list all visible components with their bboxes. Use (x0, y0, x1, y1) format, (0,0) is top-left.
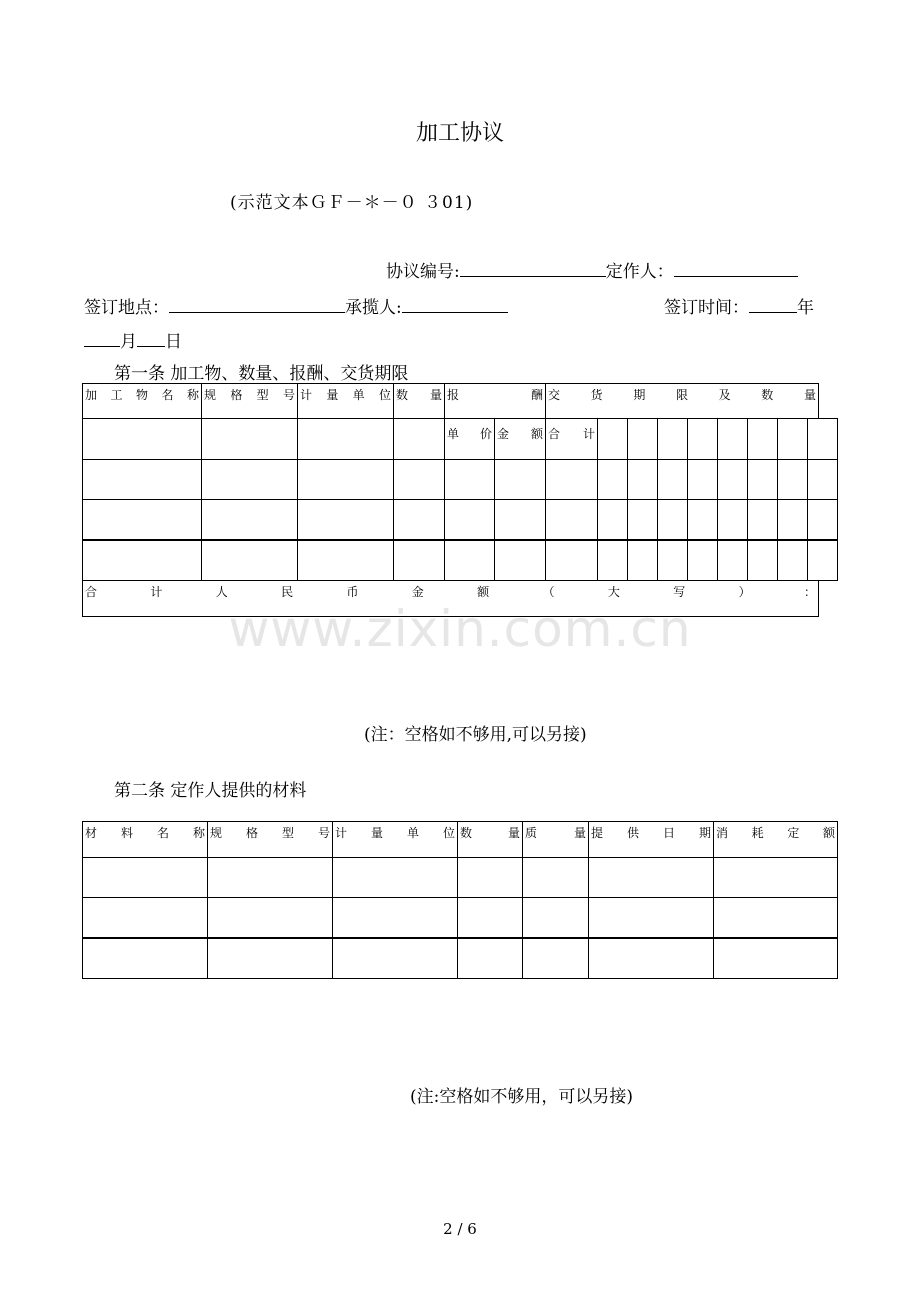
table-cell[interactable] (522, 938, 589, 979)
delivery-quantity-cell[interactable] (597, 418, 628, 460)
header-char: 加 (85, 388, 98, 402)
table-cell[interactable] (457, 938, 523, 979)
header-char: 提 (591, 826, 604, 840)
header-char: 耗 (751, 826, 764, 840)
header-char: 额 (822, 826, 835, 840)
header-char: 计 (150, 585, 163, 599)
table-cell[interactable] (201, 459, 298, 500)
header-material (82, 821, 208, 858)
table-cell[interactable] (522, 857, 589, 898)
table-cell[interactable] (297, 499, 394, 540)
header-char: 物 (135, 388, 148, 402)
delivery-quantity-cell[interactable] (687, 540, 718, 581)
contractor-label: 承揽人: (345, 298, 402, 318)
article2-note: (注:空格如不够用，可以另接) (410, 1087, 633, 1107)
delivery-quantity-cell[interactable] (807, 540, 838, 581)
maker-label: 定作人： (605, 262, 674, 282)
table-cell[interactable] (444, 540, 495, 581)
delivery-quantity-cell[interactable] (717, 540, 748, 581)
header-char: 合 (548, 427, 561, 441)
header-char: 号 (317, 826, 330, 840)
delivery-quantity-cell[interactable] (657, 540, 688, 581)
delivery-quantity-cell[interactable] (807, 459, 838, 500)
header-char: 单 (352, 388, 365, 402)
header-char: （ (542, 585, 555, 599)
sign-place-line (84, 293, 508, 318)
table-cell[interactable] (713, 857, 838, 898)
table-cell[interactable] (713, 897, 838, 938)
sign-place-blank[interactable] (169, 296, 345, 313)
delivery-quantity-cell[interactable] (597, 540, 628, 581)
delivery-quantity-cell[interactable] (687, 459, 718, 500)
delivery-quantity-cell[interactable] (747, 540, 778, 581)
header-char: 大 (607, 585, 620, 599)
page-number: 2 / 6 (443, 1220, 477, 1238)
header-char: 称 (192, 826, 205, 840)
header-char: 工 (110, 388, 123, 402)
header-char: 报 (447, 388, 460, 402)
header-char: ： (803, 585, 816, 599)
table-cell[interactable] (332, 857, 458, 898)
header-amount (494, 418, 546, 460)
delivery-quantity-cell[interactable] (657, 499, 688, 540)
delivery-quantity-cell[interactable] (777, 418, 808, 460)
header-item-name (82, 383, 202, 419)
delivery-quantity-cell[interactable] (717, 418, 748, 460)
table-cell[interactable] (82, 499, 202, 540)
delivery-quantity-cell[interactable] (747, 499, 778, 540)
unit-cell[interactable] (297, 418, 394, 460)
header-payment (444, 383, 546, 419)
delivery-quantity-cell[interactable] (627, 540, 658, 581)
header-char: 期 (698, 826, 711, 840)
header-char: 计 (335, 826, 348, 840)
header-char: 合 (85, 585, 98, 599)
table-cell[interactable] (332, 897, 458, 938)
table-cell[interactable] (297, 459, 394, 500)
table-cell[interactable] (207, 938, 333, 979)
table-cell[interactable] (332, 938, 458, 979)
table-cell[interactable] (588, 897, 714, 938)
header-char: 数 (460, 826, 473, 840)
header-char: 额 (530, 427, 543, 441)
delivery-quantity-cell[interactable] (687, 499, 718, 540)
day-blank[interactable] (137, 330, 165, 347)
table-cell[interactable] (82, 857, 208, 898)
header-char: 规 (204, 388, 217, 402)
header-char: 料 (120, 826, 133, 840)
delivery-quantity-cell[interactable] (687, 418, 718, 460)
header-char: 期 (633, 388, 646, 402)
table-cell[interactable] (545, 459, 598, 500)
table-cell[interactable] (457, 897, 523, 938)
header-char: 单 (406, 826, 419, 840)
year-blank[interactable] (749, 296, 797, 313)
header-subtotal (545, 418, 598, 460)
date-line (84, 327, 182, 352)
table-cell[interactable] (494, 540, 546, 581)
header-char: 及 (718, 388, 731, 402)
header-char: 额 (477, 585, 490, 599)
header-char: 量 (370, 826, 383, 840)
header-char: 金 (497, 427, 510, 441)
delivery-quantity-cell[interactable] (597, 459, 628, 500)
table-cell[interactable] (201, 499, 298, 540)
table-cell[interactable] (207, 897, 333, 938)
table-cell[interactable] (207, 857, 333, 898)
sign-time-line (664, 293, 814, 318)
table-cell[interactable] (82, 938, 208, 979)
delivery-quantity-cell[interactable] (597, 499, 628, 540)
header-unit-price (444, 418, 495, 460)
header-char: 称 (186, 388, 199, 402)
header-char: 量 (429, 388, 442, 402)
table-cell[interactable] (494, 459, 546, 500)
header-char: 规 (210, 826, 223, 840)
agreement-number-blank[interactable] (460, 260, 606, 277)
header-char: 民 (281, 585, 294, 599)
header-date (588, 821, 714, 858)
header-char: 型 (256, 388, 269, 402)
delivery-quantity-cell[interactable] (627, 499, 658, 540)
delivery-quantity-cell[interactable] (747, 418, 778, 460)
table-cell[interactable] (588, 938, 714, 979)
sign-place-label: 签订地点： (84, 298, 169, 318)
header-char: 限 (675, 388, 688, 402)
delivery-quantity-cell[interactable] (717, 459, 748, 500)
header-char: 金 (411, 585, 424, 599)
header-char: 位 (442, 826, 455, 840)
header-quantity (393, 383, 445, 419)
header-char: 写 (673, 585, 686, 599)
delivery-quantity-cell[interactable] (627, 418, 658, 460)
agreement-number-line (386, 257, 798, 282)
delivery-quantity-cell[interactable] (657, 418, 688, 460)
header-char: 名 (156, 826, 169, 840)
table-cell[interactable] (545, 499, 598, 540)
header-unit2 (332, 821, 458, 858)
table-cell[interactable] (393, 459, 445, 500)
agreement-number-label: 协议编号: (386, 262, 460, 282)
header-char: 量 (507, 826, 520, 840)
table-cell[interactable] (393, 540, 445, 581)
header-char: 币 (346, 585, 359, 599)
header-char: 量 (573, 826, 586, 840)
maker-blank[interactable] (674, 260, 798, 277)
contractor-blank[interactable] (402, 296, 508, 313)
table-cell[interactable] (457, 857, 523, 898)
header-char: ） (738, 585, 751, 599)
document-title: 加工协议 (415, 121, 504, 146)
table-cell[interactable] (588, 857, 714, 898)
header-char: 量 (326, 388, 339, 402)
header-char: 单 (447, 427, 460, 441)
table-cell[interactable] (201, 540, 298, 581)
table-cell[interactable] (82, 897, 208, 938)
header-char: 号 (282, 388, 295, 402)
year-label: 年 (797, 298, 814, 318)
quantity-cell[interactable] (393, 418, 445, 460)
header-char: 格 (245, 826, 258, 840)
header-char: 型 (281, 826, 294, 840)
table-cell[interactable] (82, 459, 202, 500)
header-char: 材 (85, 826, 98, 840)
header-quantity2 (457, 821, 523, 858)
spec-cell[interactable] (201, 418, 298, 460)
header-char: 交 (548, 388, 561, 402)
delivery-quantity-cell[interactable] (777, 540, 808, 581)
table-cell[interactable] (82, 540, 202, 581)
document-subtitle: (示范文本ＧＦ－＊－０ ３01) (230, 193, 474, 213)
header-char: 日 (662, 826, 675, 840)
table-cell[interactable] (393, 499, 445, 540)
header-char: 计 (300, 388, 313, 402)
header-char: 位 (378, 388, 391, 402)
item-name-cell[interactable] (82, 418, 202, 460)
table-cell[interactable] (297, 540, 394, 581)
article2-heading: 第二条 定作人提供的材料 (114, 781, 307, 801)
delivery-quantity-cell[interactable] (777, 499, 808, 540)
header-char: 货 (590, 388, 603, 402)
delivery-quantity-cell[interactable] (807, 418, 838, 460)
header-char: 量 (803, 388, 816, 402)
delivery-quantity-cell[interactable] (627, 459, 658, 500)
header-consumption (713, 821, 838, 858)
day-label: 日 (165, 332, 182, 352)
header-char: 人 (215, 585, 228, 599)
header-char: 消 (716, 826, 729, 840)
header-char: 质 (525, 826, 538, 840)
header-char: 供 (626, 826, 639, 840)
delivery-quantity-cell[interactable] (747, 459, 778, 500)
header-char: 数 (761, 388, 774, 402)
watermark: www.zixin.com.cn (228, 600, 692, 658)
header-char: 名 (161, 388, 174, 402)
header-char: 定 (787, 826, 800, 840)
header-spec (201, 383, 298, 419)
article1-note: (注：空格如不够用,可以另接) (364, 725, 587, 745)
sign-time-label: 签订时间： (664, 298, 749, 318)
table-cell[interactable] (522, 897, 589, 938)
article1-heading: 第一条 加工物、数量、报酬、交货期限 (114, 364, 409, 384)
table-cell[interactable] (444, 499, 495, 540)
header-unit (297, 383, 394, 419)
header-char: 计 (582, 427, 595, 441)
header-spec2 (207, 821, 333, 858)
header-char: 数 (396, 388, 409, 402)
month-blank[interactable] (84, 330, 120, 347)
table-cell[interactable] (713, 938, 838, 979)
delivery-quantity-cell[interactable] (807, 499, 838, 540)
header-delivery (545, 383, 819, 419)
header-char: 格 (230, 388, 243, 402)
header-quality (522, 821, 589, 858)
delivery-quantity-cell[interactable] (777, 459, 808, 500)
delivery-quantity-cell[interactable] (657, 459, 688, 500)
month-label: 月 (120, 332, 137, 352)
table-cell[interactable] (545, 540, 598, 581)
table-cell[interactable] (494, 499, 546, 540)
header-char: 酬 (530, 388, 543, 402)
header-char: 价 (479, 427, 492, 441)
delivery-quantity-cell[interactable] (717, 499, 748, 540)
table-cell[interactable] (444, 459, 495, 500)
